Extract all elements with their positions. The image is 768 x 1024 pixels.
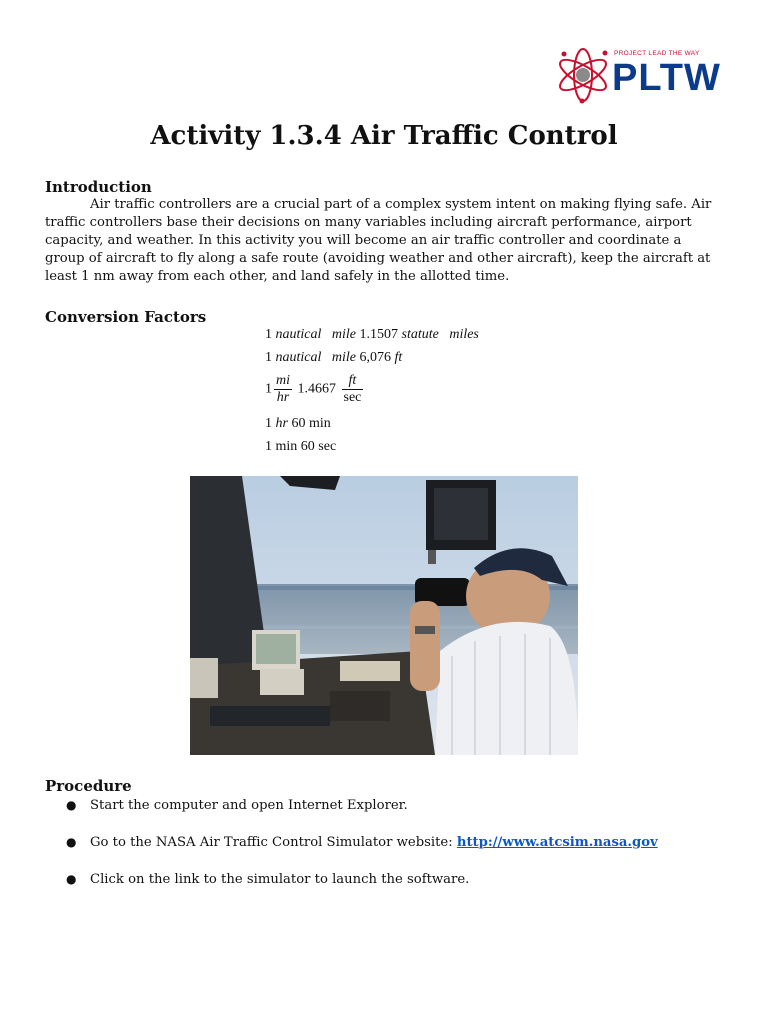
procedure-step-3-text: Click on the link to the simulator to launch the software.	[90, 872, 470, 887]
logo-tagline: PROJECT LEAD THE WAY	[614, 50, 700, 57]
conversion-factor-3	[265, 373, 365, 406]
f5-rhs: 60 sec	[300, 439, 337, 454]
f2-rhs-unit: ft	[394, 350, 403, 365]
f1-lhs-unit: nautical mile	[275, 327, 356, 342]
procedure-heading: Procedure	[45, 777, 132, 795]
f3-lhs-frac-den: hr	[276, 390, 290, 405]
f2-lhs-num: 1	[265, 350, 272, 365]
f1-rhs-unit: statute miles	[401, 327, 479, 342]
procedure-step-1	[66, 796, 408, 815]
procedure-step-2	[66, 833, 658, 852]
procedure-step-1-text: Start the computer and open Internet Explorer.	[90, 798, 408, 813]
page-title: Activity 1.3.4 Air Traffic Control	[150, 121, 618, 151]
bullet-icon: ●	[66, 872, 77, 886]
f3-rhs-num: 1.4667	[297, 381, 336, 397]
procedure-step-3	[66, 870, 469, 889]
procedure-step-2-text: Go to the NASA Air Traffic Control Simulator website:	[90, 835, 457, 850]
f3-rhs-frac-num: ft	[342, 373, 364, 390]
air-traffic-controller-photo	[190, 476, 578, 755]
conversion-factor-5	[265, 438, 336, 456]
logo-text: PLTW	[612, 57, 721, 99]
f3-rhs-frac-den: sec	[343, 390, 362, 405]
introduction-heading: Introduction	[45, 178, 152, 196]
introduction-body	[45, 196, 725, 286]
bullet-icon: ●	[66, 835, 77, 849]
f2-lhs-unit: nautical mile	[275, 350, 356, 365]
conversion-heading: Conversion Factors	[45, 308, 207, 326]
f1-lhs-num: 1	[265, 327, 272, 342]
f2-rhs-num: 6,076	[359, 350, 391, 365]
bullet-icon: ●	[66, 798, 77, 812]
f3-lhs-frac-num: mi	[276, 373, 290, 388]
f4-rhs: 60 min	[291, 416, 331, 431]
f4-lhs-unit: hr	[275, 416, 288, 431]
f1-rhs-num: 1.1507	[359, 327, 398, 342]
introduction-text: Air traffic controllers are a crucial part of a complex system intent on making flying safe. Air traffic controllers base their decisions on many variables including aircraft performance, airport capacity, and weather. In this activity you will become an air traffic controller and coordinate a group of aircraft to fly along a safe route (avoiding weather and other aircraft), keep the aircraft at least 1 nm away from each other, and land safely in the allotted time.	[45, 197, 712, 284]
conversion-factor-4	[265, 415, 331, 433]
nasa-atc-simulator-link[interactable]: http://www.atcsim.nasa.gov	[456, 835, 658, 850]
conversion-factor-2	[265, 349, 402, 367]
f3-lhs-fraction	[274, 373, 292, 406]
conversion-factor-1	[265, 326, 479, 344]
f3-lhs-num: 1	[265, 381, 272, 397]
f3-rhs-fraction	[342, 373, 364, 406]
f4-lhs-num: 1	[265, 416, 272, 431]
f5-lhs: 1 min	[265, 439, 298, 454]
